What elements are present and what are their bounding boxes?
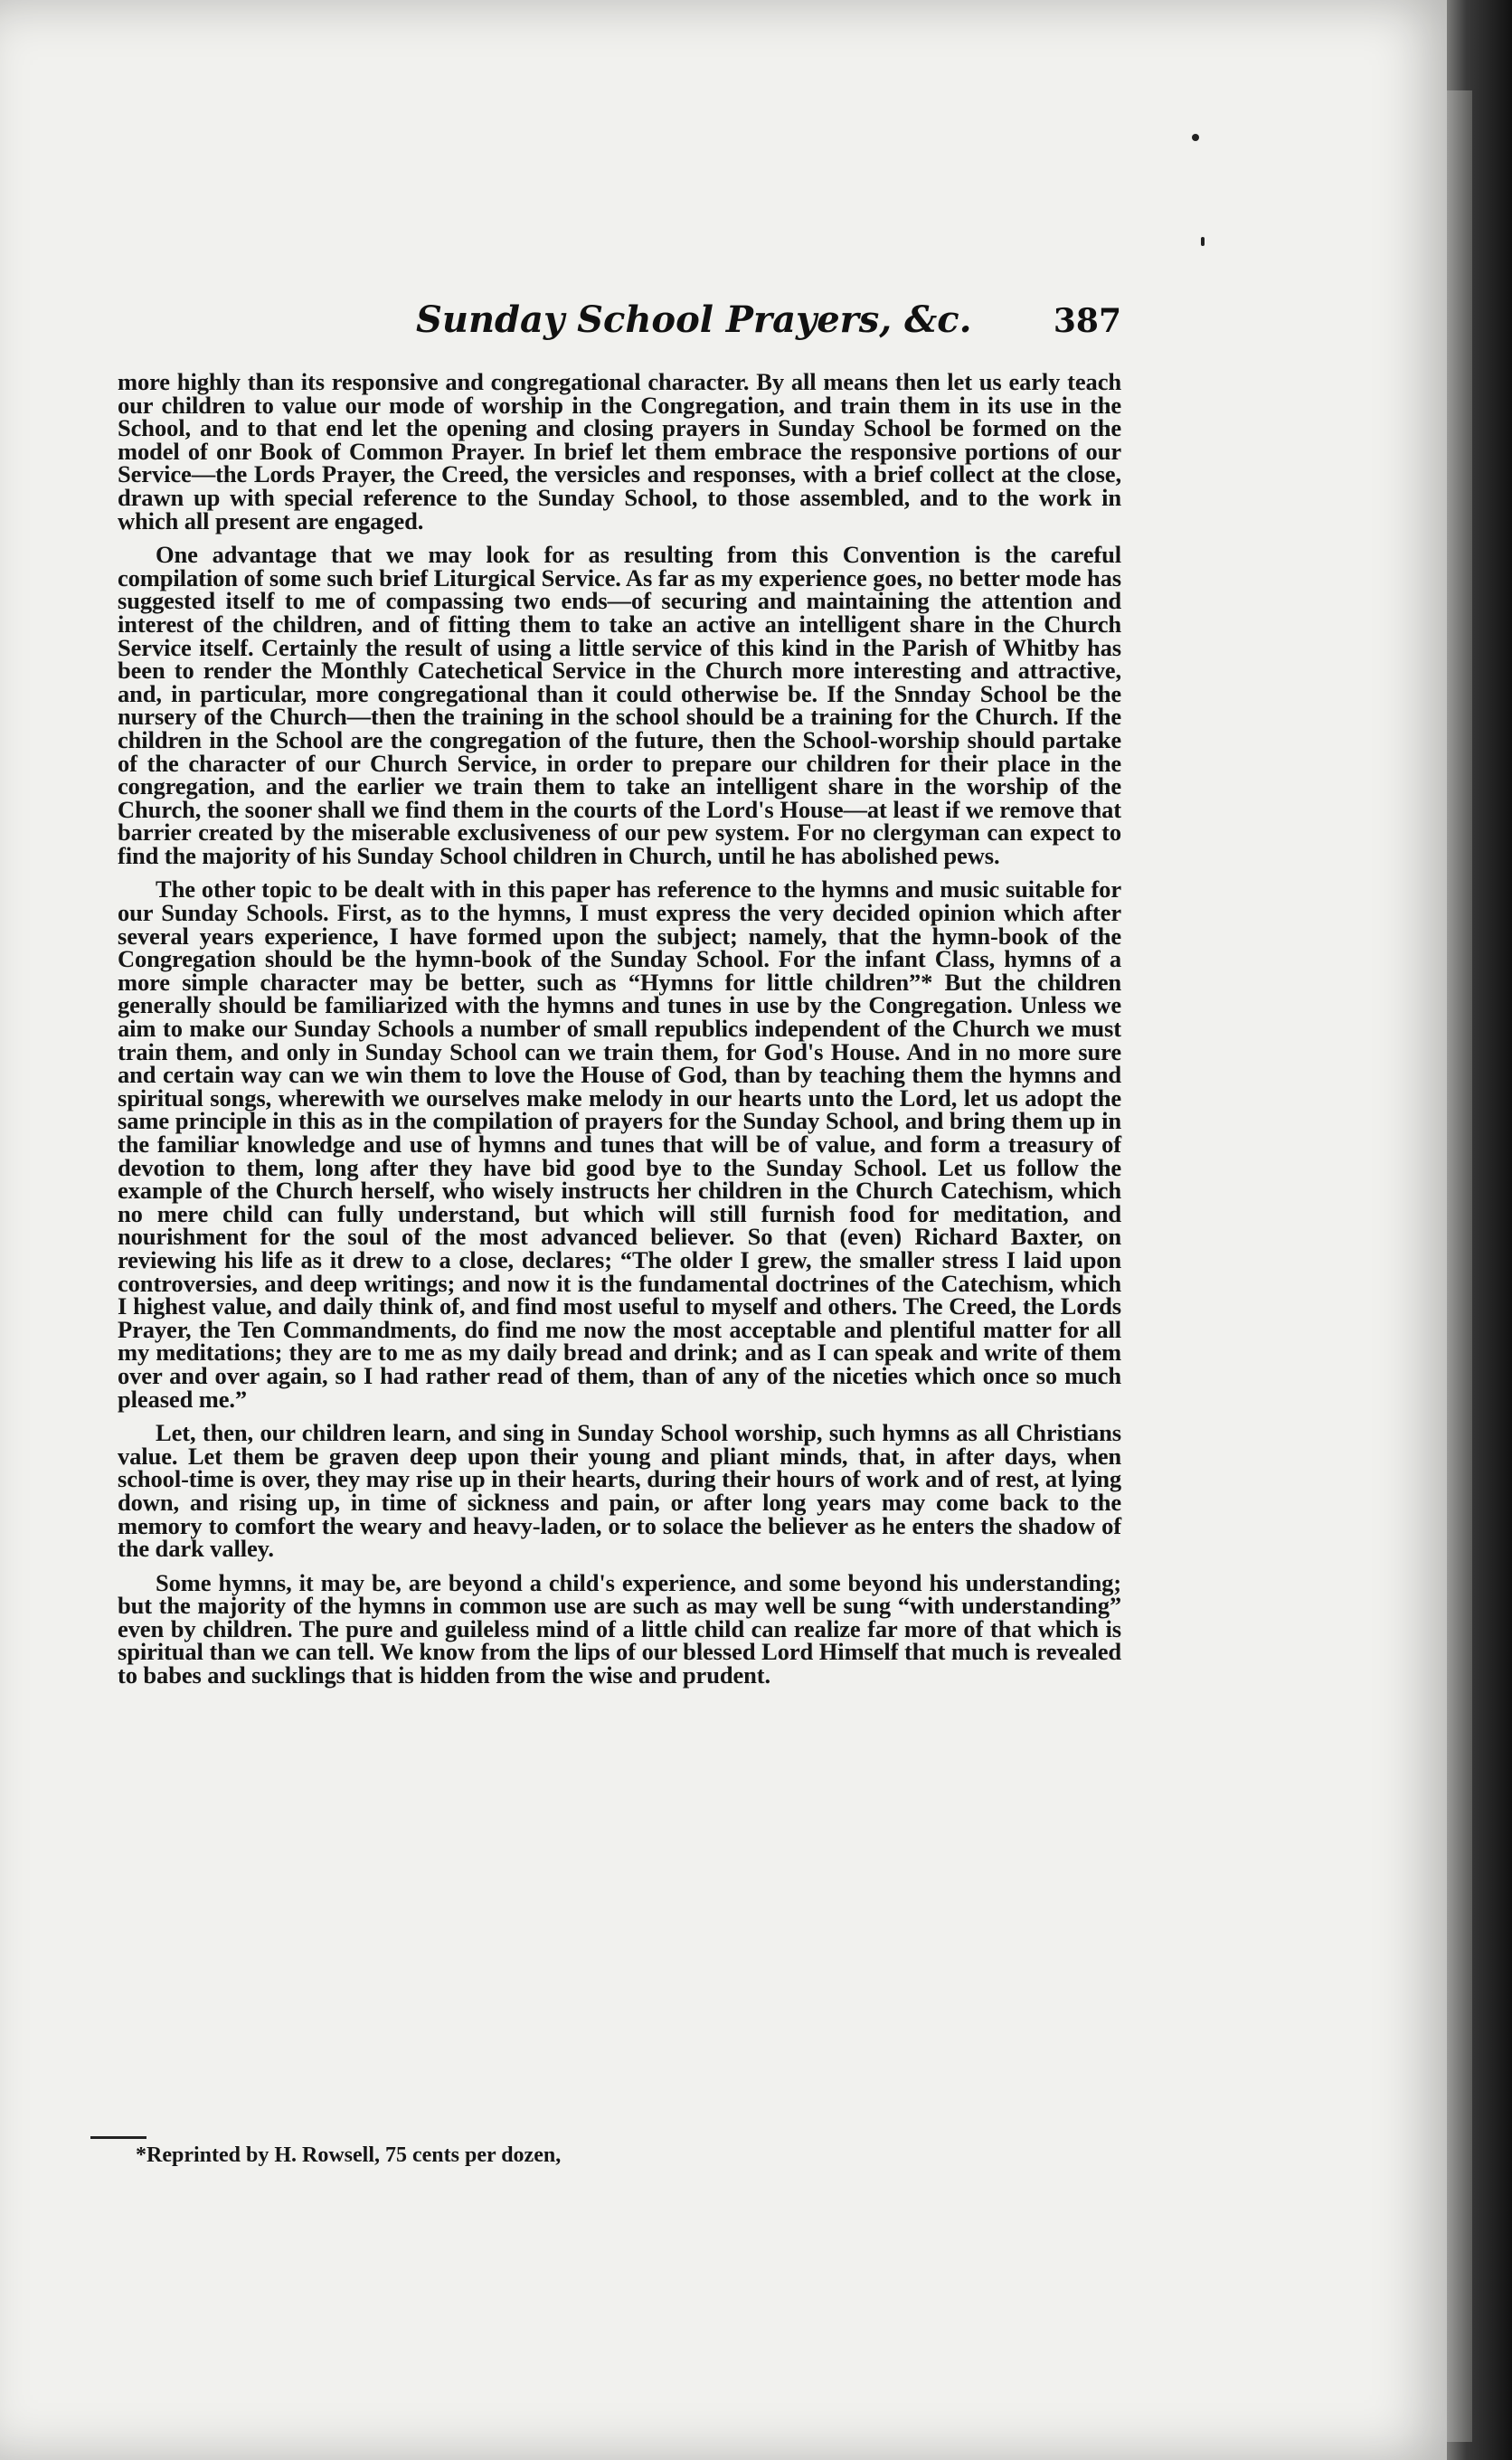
- running-title: Sunday School Prayers, &c.: [416, 298, 972, 341]
- page-number: 387: [1053, 302, 1121, 340]
- ink-speck: [1201, 237, 1205, 246]
- footnote: *Reprinted by H. Rowsell, 75 cents per dozen,: [136, 2143, 562, 2167]
- paragraph: Let, then, our children learn, and sing in Sunday School worship, such hymns as all Christians value. Let them be graven deep upon their young and pliant minds, that, in after days, when school-time is over, they may rise up in their hearts, during their hours of work and of rest, at lying down, and rising up, in time of sickness and pain, or after long years may come back to the memory to comfort the weary and heavy-laden, or to solace the believer as he enters the shadow of the dark valley.: [118, 1419, 1121, 1563]
- paragraph: more highly than its responsive and congregational character. By all means then let us early teach our children to value our mode of worship in the Congregation, and train them in its use in the School, and to that end let the opening and closing prayers in Sunday School be formed on the model of onr Book of Common Prayer. In brief let them embrace the responsive portions of our Service—the Lords Prayer, the Creed, the versicles and responses, with a brief collect at the close, drawn up with special reference to the Sunday School, to those assembled, and to the work in which all present are engaged.: [118, 368, 1121, 535]
- page-fold: [1447, 90, 1472, 2442]
- paragraph: The other topic to be dealt with in this paper has reference to the hymns and music suitable for our Sunday Schools. First, as to the hymns, I must express the very decided opinion which after several years experience, I have formed upon the subject; namely, that the hymn-book of the Congregation should be the hymn-book of the Sunday School. For the infant Class, hymns of a more simple character may be better, such as “Hymns for little children”* But the children generally should be familiarized with the hymns and tunes in use by the Congregation. Unless we aim to make our Sunday Schools a number of small republics independent of the Church we must train them, and only in Sunday School can we train them, for God's House. And in no more sure and certain way can we win them to love the House of God, than by teaching them the hymns and spiritual songs, wherewith we ourselves make melody in our hearts unto the Lord, let us adopt the same principle in this as in the compilation of prayers for the Sunday School, and bring them up in the familiar knowledge and use of hymns and tunes that will be of value, and form a treasury of devotion to them, long after they have bid good bye to the Sunday School. Let us follow the example of the Church herself, who wisely instructs her children in the Church Catechism, which no mere child can fully understand, but which will still furnish food for meditation, and nourishment for the soul of the most advanced believer. So that (even) Richard Baxter, on reviewing his life as it drew to a close, declares; “The older I grew, the smaller stress I laid upon controversies, and deep writings; and now it is the fundamental doctrines of the Catechism, which I highest value, and daily think of, and find most useful to myself and others. The Creed, the Lords Prayer, the Ten Commandments, do find me now the most acceptable and plentiful matter for all my meditations; they are to me as my daily bread and drink; and as I can speak and write of them over and over again, so I had rather read of them, than of any of the niceties which once so much pleased me.”: [118, 875, 1121, 1413]
- page-header: [118, 298, 1121, 353]
- paragraph: Some hymns, it may be, are beyond a child's experience, and some beyond his understanding; but the majority of the hymns in common use are such as may well be sung “with understanding” even by children. The pure and guileless mind of a little child can realize far more of that which is spiritual than we can tell. We know from the lips of our blessed Lord Himself that much is revealed to babes and sucklings that is hidden from the wise and prudent.: [118, 1568, 1121, 1689]
- paragraph: One advantage that we may look for as resulting from this Convention is the careful compilation of some such brief Liturgical Service. As far as my experience goes, no better mode has suggested itself to me of compassing two ends—of securing and maintaining the attention and interest of the children, and of fitting them to take an active an intelligent share in the Church Service itself. Certainly the result of using a little service of this kind in the Parish of Whitby has been to render the Monthly Catechetical Service in the Church more interesting and attractive, and, in particular, more congregational than it could otherwise be. If the Snnday School be the nursery of the Church—then the training in the school should be a training for the Church. If the children in the School are the congregation of the future, then the School-worship should partake of the character of our Church Service, in order to prepare our children for their place in the congregation, and the earlier we train them to take an intelligent share in the worship of the Church, the sooner shall we find them in the courts of the Lord's House—at least if we remove that barrier created by the miserable exclusiveness of our pew system. For no clergyman can expect to find the majority of his Sunday School children in Church, until he has abolished pews.: [118, 541, 1121, 869]
- footnote-rule: [90, 2136, 146, 2139]
- ink-speck: [1192, 134, 1199, 141]
- book-edge: [1447, 0, 1512, 2460]
- article-body: [118, 368, 1121, 1698]
